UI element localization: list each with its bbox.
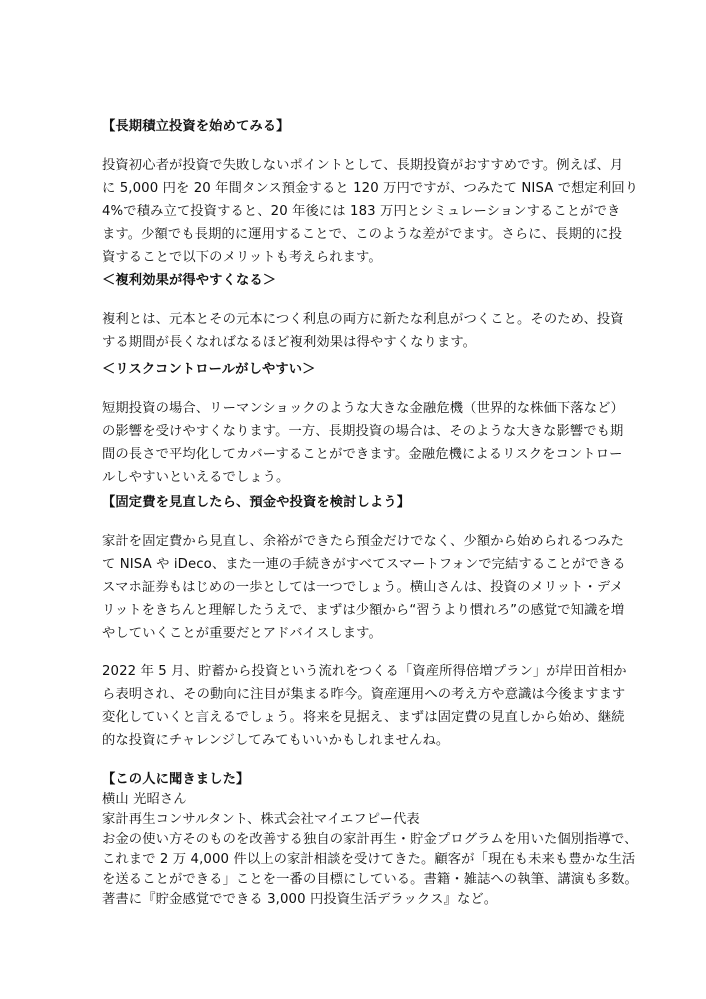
paragraph-line: 短期投資の場合、リーマンショックのような大きな金融危機（世界的な株価下落など）	[102, 401, 624, 416]
profile-bio-line: お金の使い方そのものを改善する独自の家計再生・貯金プログラムを用いた個別指導で、	[102, 832, 638, 847]
section-heading-review-fixed-costs: 【固定費を見直したら、預金や投資を検討しよう】	[102, 495, 411, 510]
profile-heading: 【この人に聞きました】	[102, 772, 250, 787]
paragraph-line: の影響を受けやすくなります。一方、長期投資の場合は、そのような大きな影響でも期	[102, 424, 624, 439]
paragraph-line: 複利とは、元本とその元本につく利息の両方に新たな利息がつくこと。そのため、投資	[102, 312, 624, 327]
paragraph-line: に 5,000 円を 20 年間タンス預金すると 120 万円ですが、つみたて NISA で想定利回り	[102, 181, 639, 196]
paragraph-line: スマホ証券もはじめの一歩としては一つでしょう。横山さんは、投資のメリット・デメ	[102, 580, 624, 595]
profile-name: 横山 光昭さん	[102, 792, 187, 807]
section-heading-compound-interest: ＜複利効果が得やすくなる＞	[102, 273, 277, 288]
paragraph-line: ます。少額でも長期的に運用することで、このような差がでます。さらに、長期的に投	[102, 227, 623, 242]
paragraph-line: 的な投資にチャレンジしてみてもいいかもしれませんね。	[102, 733, 450, 748]
profile-bio-line: これまで 2 万 4,000 件以上の家計相談を受けてきた。顧客が「現在も未来も豊かな生活	[102, 852, 636, 867]
paragraph-line: ら表明され、その動向に注目が集まる昨今。資産運用への考え方や意識は今後ますます	[102, 687, 626, 702]
profile-title: 家計再生コンサルタント、株式会社マイエフピー代表	[102, 812, 420, 827]
paragraph-line: ルしやすいといえるでしょう。	[102, 470, 290, 485]
section-heading-risk-control: ＜リスクコントロールがしやすい＞	[102, 362, 316, 377]
profile-bio-line: 著書に『貯金感覚でできる 3,000 円投資生活デラックス』など。	[102, 892, 498, 907]
paragraph-line: 4%で積み立て投資すると、20 年後には 183 万円とシミュレーションすることができ	[102, 204, 621, 219]
paragraph-line: 2022 年 5 月、貯蓄から投資という流れをつくる「資産所得倍増プラン」が岸田首相か	[102, 664, 627, 679]
paragraph-line: 家計を固定費から見直し、余裕ができたら預金だけでなく、少額から始められるつみた	[102, 534, 625, 549]
paragraph-line: やしていくことが重要だとアドバイスします。	[102, 626, 382, 641]
paragraph-line: リットをきちんと理解したうえで、まずは少額から“習うより慣れろ”の感覚で知識を増	[102, 603, 625, 618]
section-heading-long-term-investing: 【長期積立投資を始めてみる】	[102, 119, 290, 134]
paragraph-line: 資することで以下のメリットも考えられます。	[102, 250, 382, 265]
profile-bio-line: を送ることができる」ことを一番の目標にしている。書籍・雑誌への執筆、講演も多数。	[102, 872, 638, 887]
paragraph-line: する期間が長くなればなるほど複利効果は得やすくなります。	[102, 335, 477, 350]
paragraph-line: 間の長さで平均化してカバーすることができます。金融危機によるリスクをコントロー	[102, 447, 623, 462]
paragraph-line: 変化していくと言えるでしょう。将来を見据え、まずは固定費の見直しから始め、継続	[102, 710, 625, 725]
paragraph-line: 投資初心者が投資で失敗しないポイントとして、長期投資がおすすめです。例えば、月	[102, 158, 624, 173]
paragraph-line: て NISA や iDeco、また一連の手続きがすべてスマートフォンで完結することができる	[102, 557, 626, 572]
